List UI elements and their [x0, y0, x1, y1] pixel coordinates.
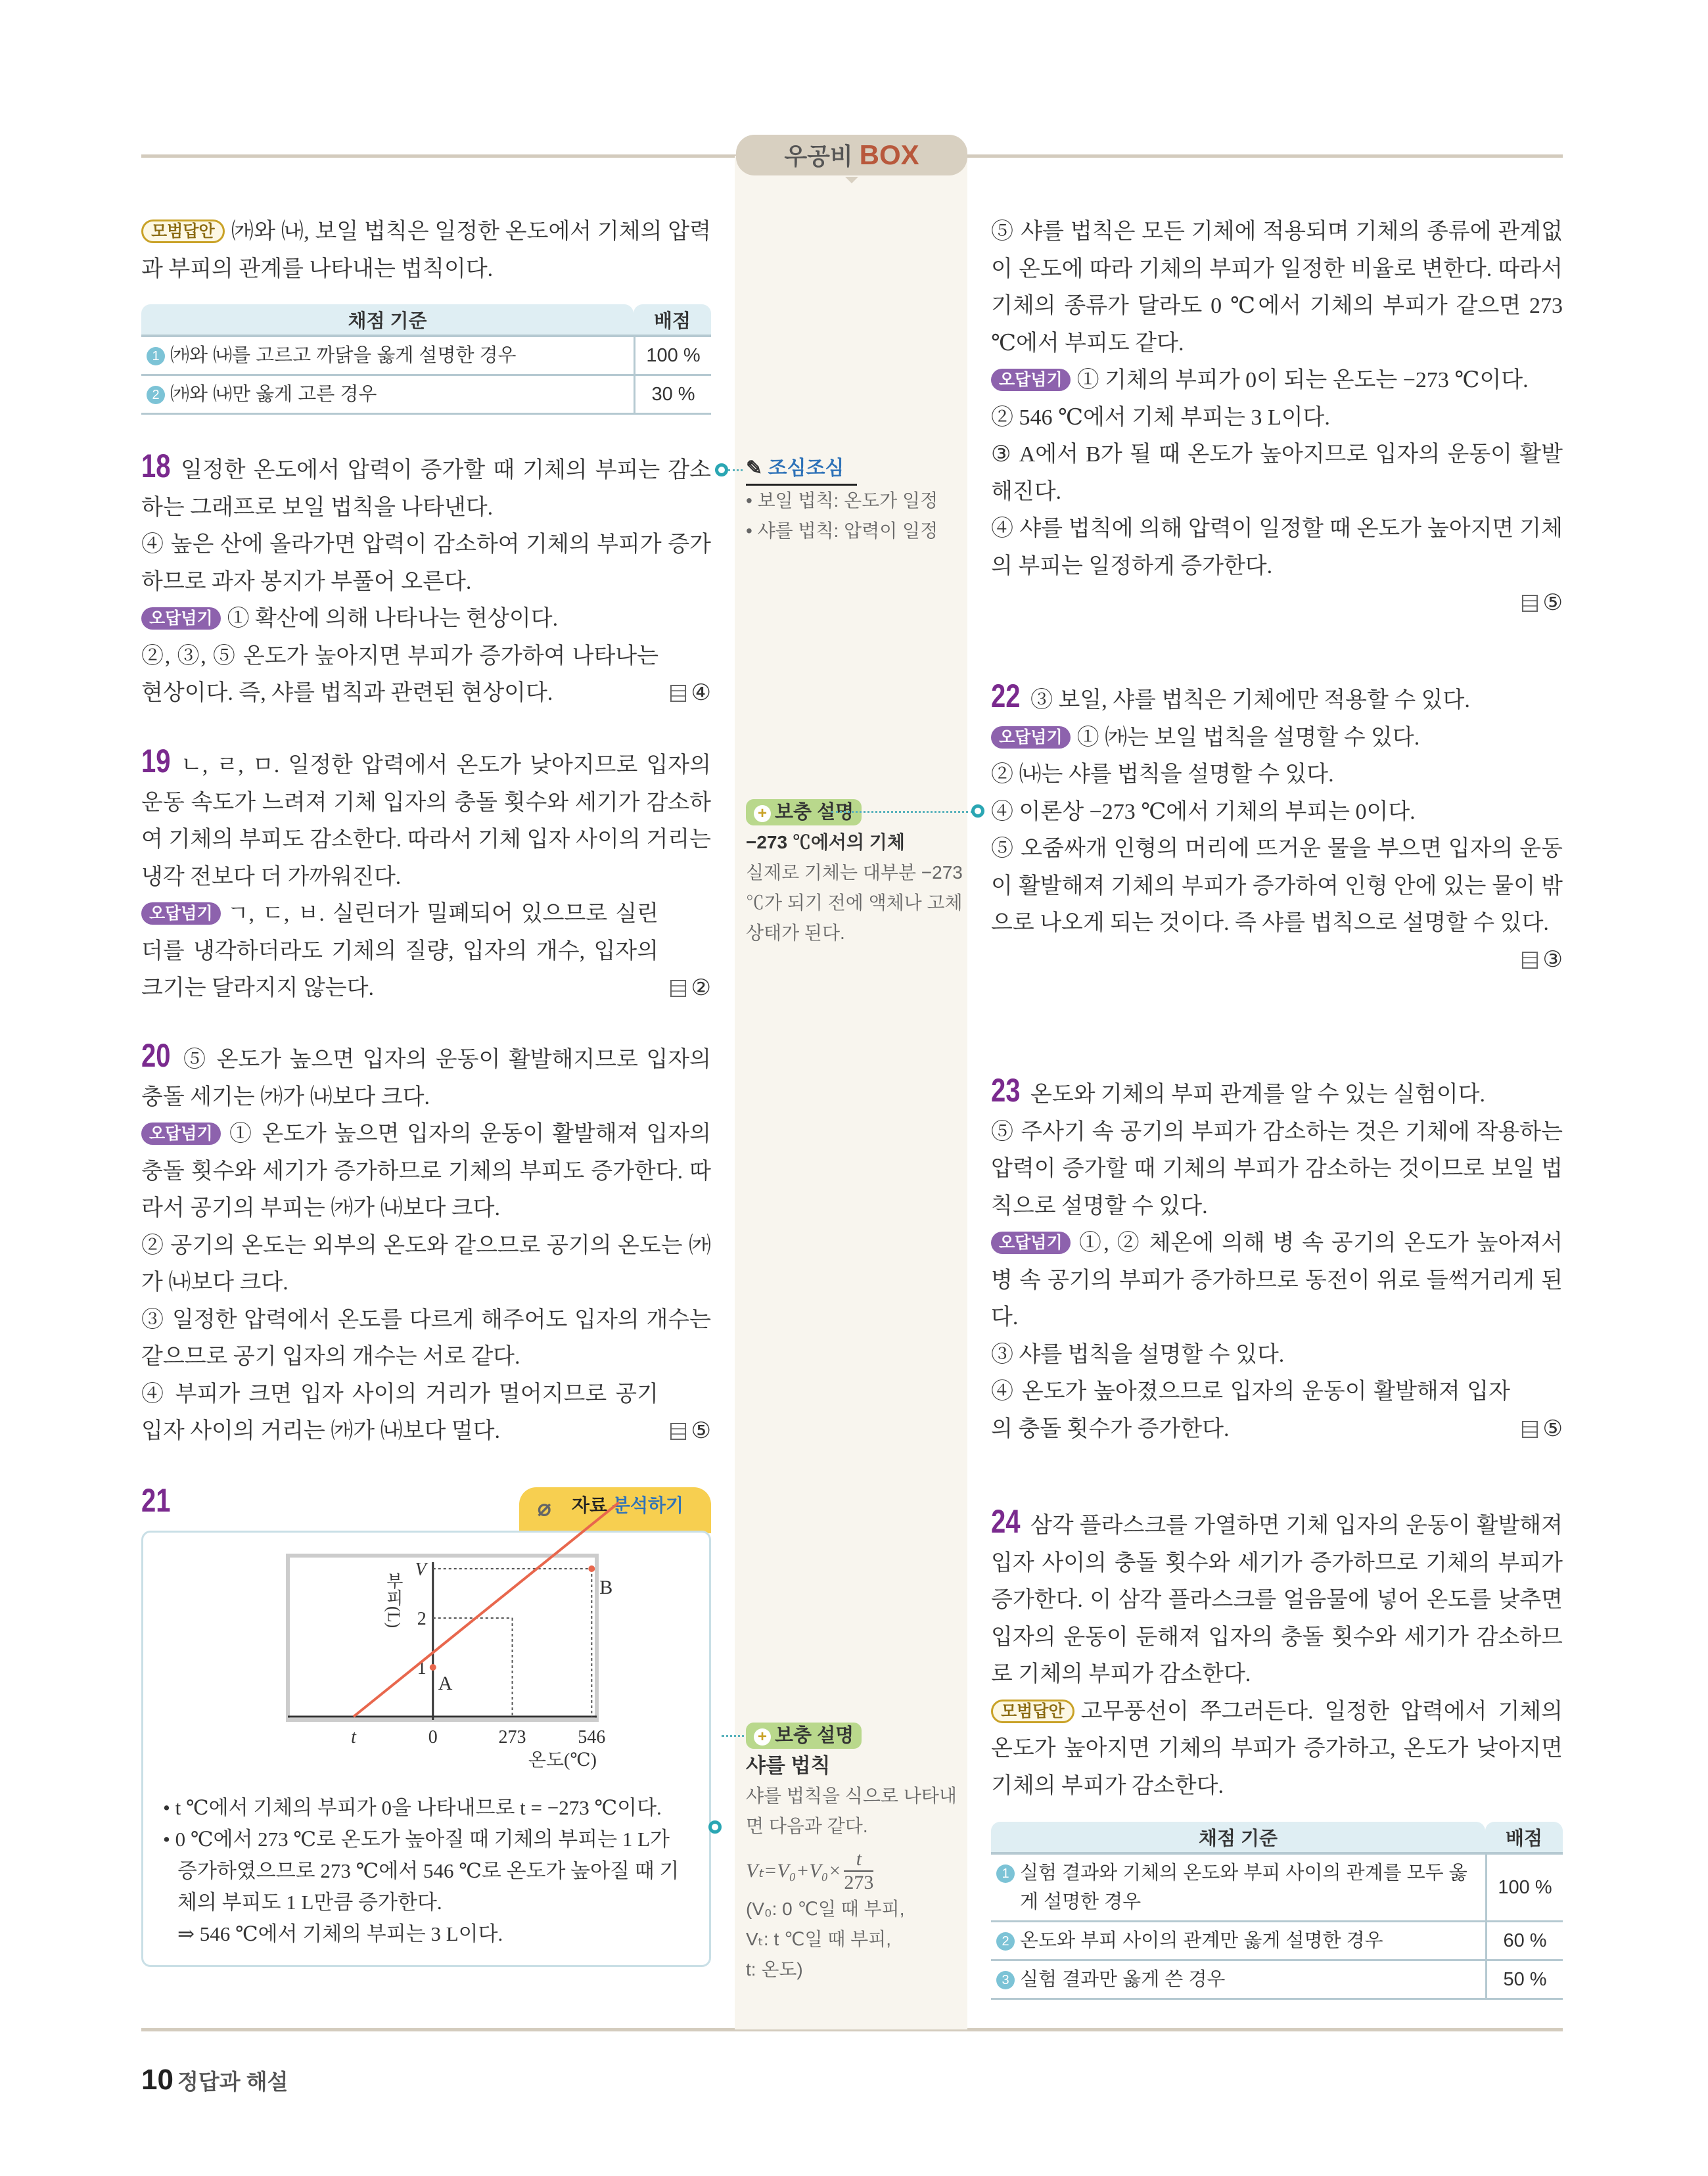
table-row	[141, 337, 711, 376]
model-answer-block	[141, 214, 711, 288]
page-footer	[141, 2064, 289, 2096]
answer-value: ⑤	[1542, 590, 1563, 615]
explanation: ③ 샤를 법칙을 설명할 수 있다.	[991, 1342, 1285, 1367]
explanation: 삼각 플라스크를 가열하면 기체 입자의 운동이 활발해져 입자 사이의 충돌 횟수와 세기가 증가하므로 기체의 부피가 증가한다. 이 삼각 플라스크를 얼음물에 넣어 온도를 낮추면 입자의 운동이 둔해져 입자의 충돌 횟수와 세기가 감소하므로 기체의 부피가 감소한다.	[991, 1514, 1563, 1686]
plus-icon: +	[754, 805, 771, 822]
wrong-answer-badge: 오답넘기	[141, 1123, 221, 1145]
grading-table-1	[141, 304, 711, 415]
note-title: 샤를 법칙	[746, 1754, 831, 1777]
data-point	[430, 1664, 436, 1671]
paperclip-icon: ⌀	[538, 1496, 551, 1521]
x-tick-label: 546	[578, 1727, 606, 1748]
answer-icon	[1522, 595, 1538, 612]
score: 100 %	[1485, 1855, 1563, 1922]
table-header: 배점	[1485, 1822, 1563, 1855]
model-answer-badge: 모범답안	[991, 1700, 1074, 1723]
explanation: ① 확산에 의해 나타나는 현상이다.	[227, 607, 559, 631]
caution-item: • 보일 법칙: 온도가 일정	[746, 490, 938, 511]
explanation: ① 기체의 부피가 0이 되는 온도는 −273 ℃이다.	[1076, 368, 1529, 392]
note-body: 샤를 법칙을 식으로 나타내면 다음과 같다.	[746, 1786, 957, 1836]
explanation: ② 공기의 온도는 외부의 온도와 같으므로 공기의 온도는 ㈎가 ㈏보다 크다.	[141, 1233, 711, 1295]
number-icon: 2	[996, 1932, 1015, 1951]
number-icon: 2	[147, 386, 165, 404]
score: 100 %	[634, 337, 711, 376]
number-icon: 1	[996, 1864, 1015, 1883]
explanation: ⑤ 오줌싸개 인형의 머리에 뜨거운 물을 부으면 입자의 운동이 활발해져 기체의 부피가 증가하여 인형 안에 있는 물이 밖으로 나오게 되는 것이다. 즉 샤를 법칙으로 설명할 수 있다.	[991, 837, 1563, 935]
question-number: 20	[141, 1037, 171, 1074]
table-header: 배점	[634, 304, 711, 337]
y-tick-label: 1	[417, 1658, 427, 1678]
explanation: ①, ② 체온에 의해 병 속 공기의 온도가 높아져서 병 속 공기의 부피가 증가하므로 동전이 위로 들썩거리게 된다.	[991, 1231, 1563, 1330]
score: 60 %	[1485, 1922, 1563, 1961]
model-answer-text: 고무풍선이 쭈그러든다. 일정한 압력에서 기체의 온도가 높아지면 기체의 부피가 증가하고, 온도가 낮아지면 기체의 부피가 감소한다.	[991, 1699, 1563, 1798]
explanation: ④ 부피가 크면 입자 사이의 거리가 멀어지므로 공기 입자 사이의 거리는 ㈎가 ㈏보다 멀다.	[141, 1381, 658, 1443]
footer-label: 정답과 해설	[177, 2070, 289, 2094]
question-23	[991, 1072, 1563, 1448]
answer	[670, 1413, 711, 1450]
wrong-answer-badge: 오답넘기	[991, 369, 1071, 391]
explanation: ④ 높은 산에 올라가면 압력이 감소하여 기체의 부피가 증가하므로 과자 봉지가 부풀어 오른다.	[141, 532, 711, 594]
caution-item: • 샤를 법칙: 압력이 일정	[746, 521, 938, 541]
connector-line	[722, 1735, 749, 1737]
x-tick-label: 273	[498, 1727, 526, 1748]
tab-prefix: 우공비	[784, 143, 853, 170]
tab-label: 자료	[572, 1495, 608, 1516]
data-analysis-box	[141, 1531, 711, 1967]
table-row	[991, 1961, 1563, 2000]
answer	[1522, 1411, 1563, 1448]
wrong-answer-badge: 오답넘기	[141, 607, 221, 630]
y-tick-label: 2	[417, 1609, 427, 1629]
criterion: ㈎와 ㈏만 옳게 고른 경우	[170, 384, 377, 405]
answer-icon	[1522, 952, 1538, 969]
x-tick-label: t	[351, 1727, 356, 1748]
fraction-numerator: t	[844, 1848, 873, 1872]
connector-line	[831, 811, 973, 813]
criterion: 온도와 부피 사이의 관계만 옳게 설명한 경우	[1020, 1930, 1383, 1951]
question-number: 23	[991, 1072, 1021, 1109]
question-19	[141, 743, 711, 1007]
explanation: ② 546 ℃에서 기체 부피는 3 L이다.	[991, 405, 1330, 430]
formula-lhs: Vₜ=V₀+V₀×	[746, 1860, 842, 1882]
x-tick-label: 0	[428, 1727, 438, 1748]
pin-icon: ✎	[746, 457, 763, 479]
badge-label: 보충 설명	[775, 1725, 854, 1746]
connector-dot	[971, 804, 984, 818]
explanation: ⑤ 주사기 속 공기의 부피가 감소하는 것은 기체에 작용하는 압력이 증가할 때 기체의 부피가 감소하는 것이므로 보일 법칙으로 설명할 수 있다.	[991, 1119, 1563, 1218]
criterion: 실험 결과와 기체의 온도와 부피 사이의 관계를 모두 옳게 설명한 경우	[1020, 1863, 1467, 1912]
connector-dot	[708, 1820, 722, 1834]
question-number: 24	[991, 1503, 1021, 1540]
tab-label: 분석하기	[612, 1495, 684, 1516]
answer-icon	[670, 980, 686, 997]
connector-line	[728, 469, 743, 471]
explanation: ③ 일정한 압력에서 온도를 다르게 해주어도 입자의 개수는 같으므로 공기 입자의 개수는 서로 같다.	[141, 1307, 711, 1369]
score: 50 %	[1485, 1961, 1563, 2000]
answer-icon	[670, 1423, 686, 1440]
answer-value: ④	[691, 681, 711, 705]
question-18	[141, 448, 711, 712]
explanation: ㄴ, ㄹ, ㅁ. 일정한 압력에서 온도가 낮아지므로 입자의 운동 속도가 느려져 기체 입자의 충돌 횟수와 세기가 감소하여 기체의 부피도 감소한다. 따라서 기체 입자 사이의 거리는 냉각 전보다 더 가까워진다.	[141, 753, 711, 889]
number-icon: 1	[147, 347, 165, 365]
explanation: ① ㈎는 보일 법칙을 설명할 수 있다.	[1076, 725, 1420, 750]
formula-note: t: 온도)	[746, 1959, 803, 1979]
caution-title: 조심조심	[768, 457, 844, 479]
wrong-answer-badge: 오답넘기	[141, 902, 221, 925]
formula-note: Vₜ: t ℃일 때 부피,	[746, 1929, 892, 1949]
x-axis-label: 온도(℃)	[528, 1750, 597, 1771]
answer-value: ⑤	[1542, 1416, 1563, 1441]
extra-note-badge	[746, 1723, 862, 1749]
explanation: 일정한 온도에서 압력이 증가할 때 기체의 부피는 감소하는 그래프로 보일 법칙을 나타낸다.	[141, 458, 711, 520]
table-row	[141, 376, 711, 415]
caution-note	[746, 453, 963, 546]
answer-value: ③	[1542, 948, 1563, 972]
plus-icon: +	[754, 1728, 771, 1746]
analysis-bullets: • t ℃에서 기체의 부피가 0을 나타내므로 t = −273 ℃이다. • 0 ℃에서 273 ℃로 온도가 높아질 때 기체의 부피는 1 L가 증가하였으므로 273 ℃에서 546 ℃로 온도가 높아질 때 기체의 부피도 1 L만큼 증가한다. ⇒ 546 ℃에서 기체의 부피는 3 L이다.	[163, 1792, 689, 1950]
explanation: ③ A에서 B가 될 때 온도가 높아지므로 입자의 운동이 활발해진다.	[991, 442, 1563, 504]
model-answer-text: ㈎와 ㈏, 보일 법칙은 일정한 온도에서 기체의 압력과 부피의 관계를 나타내는 법칙이다.	[141, 220, 711, 281]
question-21-continued	[991, 214, 1563, 622]
question-22	[991, 678, 1563, 979]
data-point	[588, 1565, 595, 1572]
conclusion: ⇒ 546 ℃에서 기체의 부피는 3 L이다.	[177, 1922, 503, 1945]
formula-note: (V₀: 0 ℃일 때 부피,	[746, 1899, 905, 1919]
note-title: −273 ℃에서의 기체	[746, 832, 905, 852]
criterion: ㈎와 ㈏를 고르고 까닭을 옳게 설명한 경우	[170, 345, 517, 366]
question-number: 21	[141, 1482, 171, 1519]
bullet-text: 0 ℃에서 273 ℃로 온도가 높아질 때 기체의 부피는 1 L가 증가하였으므로 273 ℃에서 546 ℃로 온도가 높아질 때 기체의 부피도 1 L만큼 증가한다.	[175, 1828, 680, 1914]
answer-value: ⑤	[691, 1419, 711, 1443]
table-header: 채점 기준	[991, 1822, 1485, 1855]
criterion: 실험 결과만 옳게 쓴 경우	[1020, 1969, 1226, 1990]
page-number: 10	[141, 2064, 173, 2096]
question-24	[991, 1503, 1563, 1805]
bullet-text: t ℃에서 기체의 부피가 0을 나타내므로 t = −273 ℃이다.	[175, 1796, 662, 1819]
badge-label: 보충 설명	[775, 802, 854, 823]
answer-icon	[1522, 1421, 1538, 1438]
wrong-answer-badge: 오답넘기	[991, 726, 1071, 749]
model-answer-badge: 모범답안	[141, 220, 225, 243]
explanation: ⑤ 샤를 법칙은 모든 기체에 적용되며 기체의 종류에 관계없이 온도에 따라 기체의 부피가 일정한 비율로 변한다. 따라서 기체의 종류가 달라도 0 ℃에서 기체의 부피가 같으면 273 ℃에서 부피도 같다.	[991, 220, 1563, 356]
answer	[670, 970, 711, 1007]
explanation: ② ㈏는 샤를 법칙을 설명할 수 있다.	[991, 762, 1334, 787]
point-label: A	[438, 1673, 453, 1694]
question-20	[141, 1037, 711, 1450]
answer	[1522, 585, 1563, 622]
extra-note-1	[746, 797, 963, 948]
graph-frame	[288, 1556, 597, 1720]
number-icon: 3	[996, 1971, 1015, 1989]
answer-value: ②	[691, 976, 711, 1000]
table-row	[991, 1855, 1563, 1922]
y-axis-label: 부피(L)	[384, 1572, 404, 1629]
volume-temperature-graph	[262, 1552, 613, 1776]
score: 30 %	[634, 376, 711, 415]
grading-table-2	[991, 1822, 1563, 2000]
explanation: ④ 샤를 법칙에 의해 압력이 일정할 때 온도가 높아지면 기체의 부피는 일정하게 증가한다.	[991, 517, 1563, 578]
question-number: 22	[991, 678, 1021, 714]
answer	[1522, 942, 1563, 979]
point-label: B	[599, 1577, 613, 1598]
answer	[670, 675, 711, 712]
y-tick-label: V	[415, 1560, 427, 1580]
fraction-denominator: 273	[844, 1872, 874, 1893]
wrong-answer-badge: 오답넘기	[991, 1232, 1071, 1254]
explanation: 온도와 기체의 부피 관계를 알 수 있는 실험이다.	[1030, 1082, 1486, 1107]
answer-icon	[670, 685, 686, 702]
table-header: 채점 기준	[141, 304, 634, 337]
table-row	[991, 1922, 1563, 1961]
side-box-tab	[736, 135, 967, 175]
explanation: ③ 보일, 샤를 법칙은 기체에만 적용할 수 있다.	[1030, 688, 1470, 712]
fraction	[844, 1848, 873, 1894]
charles-formula	[746, 1848, 963, 1894]
question-number: 19	[141, 743, 171, 779]
explanation: ⑤ 온도가 높으면 입자의 운동이 활발해지므로 입자의 충돌 세기는 ㈎가 ㈏보다 크다.	[141, 1048, 711, 1109]
connector-dot	[715, 463, 728, 476]
explanation: ㄱ, ㄷ, ㅂ. 실린더가 밀폐되어 있으므로 실린더를 냉각하더라도 기체의 질량, 입자의 개수, 입자의 크기는 달라지지 않는다.	[141, 902, 658, 1000]
data-analysis-tab	[519, 1487, 711, 1533]
tab-box-label: BOX	[859, 139, 919, 170]
question-number: 18	[141, 448, 171, 484]
explanation: ②, ③, ⑤ 온도가 높아지면 부피가 증가하여 나타나는 현상이다. 즉, 샤를 법칙과 관련된 현상이다.	[141, 643, 658, 705]
extra-note-2	[746, 1721, 963, 1985]
explanation: ④ 이론상 −273 ℃에서 기체의 부피는 0이다.	[991, 799, 1416, 824]
explanation: ① 온도가 높으면 입자의 운동이 활발해져 입자의 충돌 횟수와 세기가 증가하므로 기체의 부피도 증가한다. 따라서 공기의 부피는 ㈎가 ㈏보다 크다.	[141, 1122, 711, 1220]
note-body: 실제로 기체는 대부분 −273 ℃가 되기 전에 액체나 고체 상태가 된다.	[746, 862, 963, 943]
explanation: ④ 온도가 높아졌으므로 입자의 운동이 활발해져 입자의 충돌 횟수가 증가한다.	[991, 1379, 1510, 1441]
